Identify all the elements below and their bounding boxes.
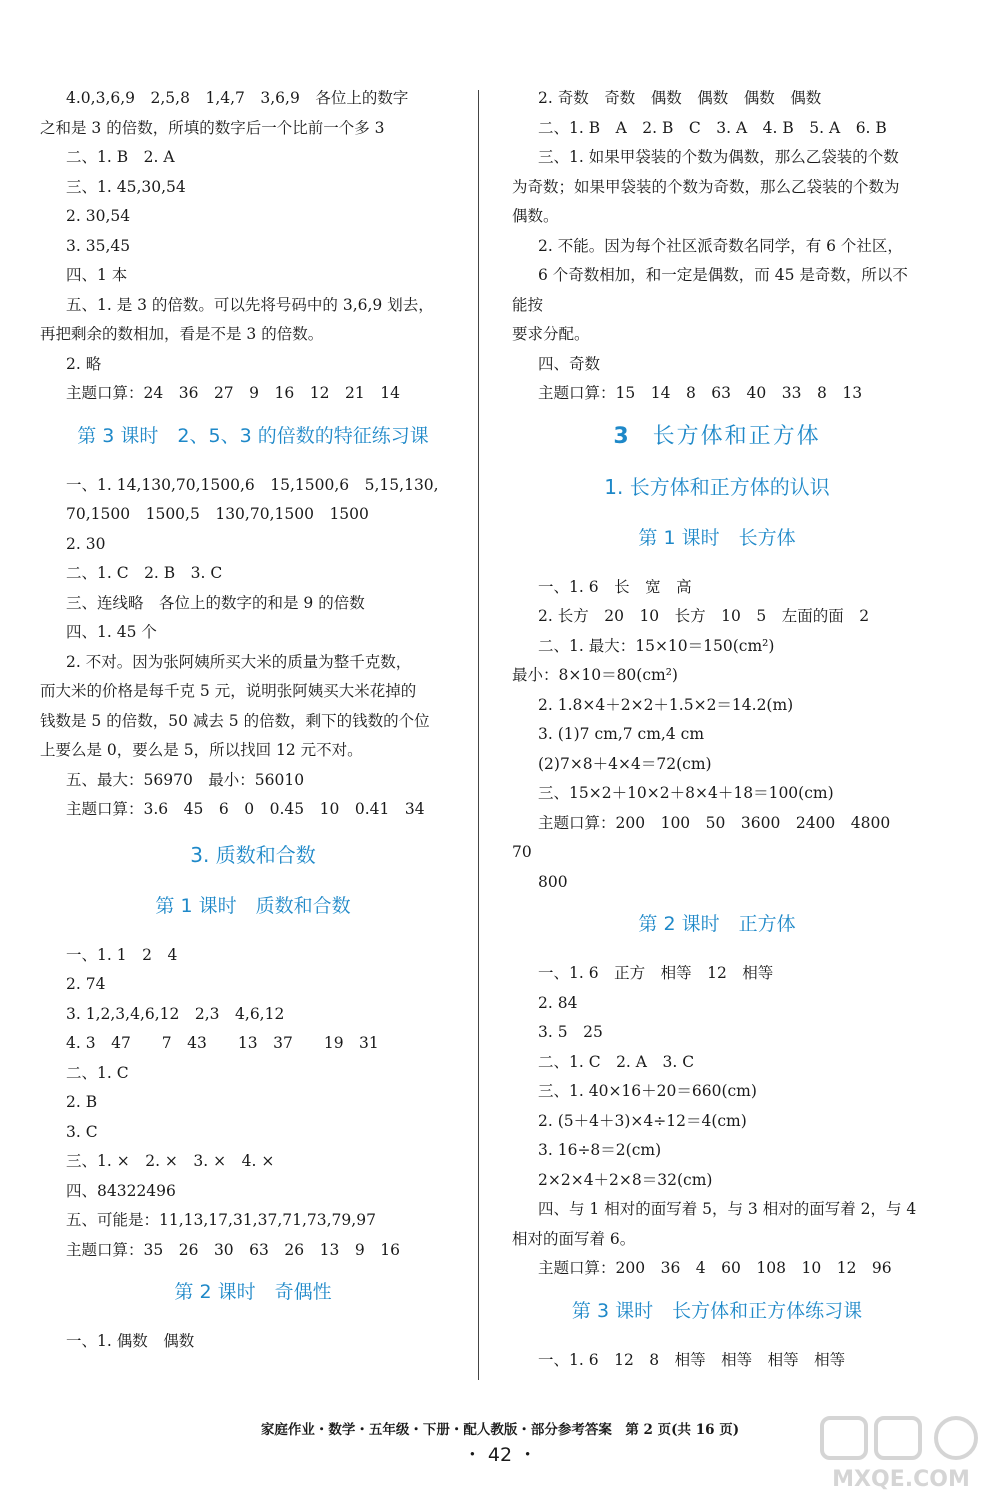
- section-heading: 3. 质数和合数: [190, 842, 316, 867]
- answer-block: [512, 959, 922, 1284]
- answer-line: 三、1. 45,30,54: [66, 177, 186, 196]
- lesson-heading: 第 2 课时 奇偶性: [174, 1281, 332, 1303]
- answer-line: 3. 16÷8＝2(cm): [538, 1141, 662, 1159]
- answer-block: [40, 941, 466, 1266]
- chapter-number: 3: [613, 423, 631, 449]
- answer-line: 3. C: [66, 1122, 98, 1141]
- answer-line: 一、1. 1 2 4: [66, 945, 178, 964]
- left-column: [40, 84, 466, 1357]
- chapter-title: 长方体和正方体: [652, 423, 821, 449]
- chapter-heading: [512, 417, 922, 457]
- answer-line: 2. 74: [66, 975, 106, 993]
- answer-line: 二、1. C 2. A 3. C: [538, 1052, 695, 1071]
- answer-line: 三、15×2＋10×2＋8×4＋18＝100(cm): [538, 784, 834, 802]
- right-column: [512, 84, 922, 1375]
- answer-line: 五、1. 是 3 的倍数。可以先将号码中的 3,6,9 划去，: [66, 295, 434, 314]
- answer-line: 一、1. 6 正方 相等 12 相等: [538, 964, 774, 982]
- lesson-heading: 第 1 课时 质数和合数: [155, 894, 351, 917]
- answer-line: 6 个奇数相加，和一定是偶数，而 45 是奇数，所以不能按: [512, 266, 908, 314]
- answer-line: (2)7×8＋4×4＝72(cm): [538, 754, 712, 773]
- column-divider: [478, 90, 479, 1380]
- answer-line: 主题口算：15 14 8 63 40 33 8 13: [538, 384, 863, 402]
- answer-line: 二、1. C 2. B 3. C: [66, 564, 223, 582]
- answer-line: 4. 3 47 7 43 13 37 19 31: [66, 1034, 379, 1052]
- page-number: ・ 42 ・: [462, 1444, 538, 1466]
- answer-line: 2. 30: [66, 534, 106, 553]
- answer-line: 2. 30,54: [66, 207, 131, 225]
- answer-line: 2. 1.8×4＋2×2＋1.5×2＝14.2(m): [538, 695, 794, 714]
- page-footer: 家庭作业・数学・五年级・下册・配人教版・部分参考答案 第 2 页(共 16 页): [260, 1422, 740, 1438]
- answer-line: 2×2×4＋2×8＝32(cm): [538, 1170, 713, 1189]
- answer-line: 三、1. × 2. × 3. × 4. ×: [66, 1152, 275, 1170]
- answer-line: 2. 长方 20 10 长方 10 5 左面的面 2: [538, 607, 870, 625]
- answer-line: 2. (5＋4＋3)×4÷12＝4(cm): [538, 1111, 747, 1130]
- answer-line: 一、1. 偶数 偶数: [66, 1332, 195, 1350]
- answer-line: 主题口算：200 36 4 60 108 10 12 96: [538, 1259, 892, 1277]
- answer-line: 二、1. C: [66, 1063, 129, 1082]
- answer-line: 3. 35,45: [66, 236, 131, 255]
- answer-line: 钱数是 5 的倍数，50 减去 5 的倍数，剩下的钱数的个位: [40, 711, 430, 730]
- answer-line: 2. B: [66, 1093, 98, 1111]
- answer-line: 一、1. 6 12 8 相等 相等 相等 相等: [538, 1350, 846, 1369]
- answer-line: 最小：8×10＝80(cm²): [512, 666, 678, 684]
- answer-line: 4.0,3,6,9 2,5,8 1,4,7 3,6,9 各位上的数字: [66, 89, 409, 107]
- answer-line: 800: [538, 872, 568, 891]
- answer-line: 3. 1,2,3,4,6,12 2,3 4,6,12: [66, 1004, 285, 1023]
- lesson-heading: 第 1 课时 长方体: [638, 526, 796, 549]
- answer-block: [512, 84, 922, 409]
- lesson-heading: 第 3 课时 2、5、3 的倍数的特征练习课: [77, 424, 429, 447]
- answer-line: 2. 略: [66, 354, 102, 373]
- answer-line: 四、1. 45 个: [66, 623, 157, 641]
- answer-line: 2. 不对。因为张阿姨所买大米的质量为整千克数，: [66, 652, 412, 671]
- answer-line: 2. 奇数 奇数 偶数 偶数 偶数 偶数: [538, 89, 822, 107]
- watermark-text: MXQE.COM: [832, 1467, 970, 1492]
- answer-line: 二、1. B 2. A: [66, 148, 175, 166]
- answer-line: 2. 84: [538, 993, 578, 1012]
- answer-line: 2. 不能。因为每个社区派奇数名同学，有 6 个社区，: [538, 236, 903, 255]
- answer-line: 主题口算：200 100 50 3600 2400 4800 70: [512, 813, 906, 861]
- answer-line: 偶数。: [512, 207, 559, 225]
- answer-line: 再把剩余的数相加，看是不是 3 的倍数。: [40, 325, 324, 343]
- answer-line: 三、1. 如果甲袋装的个数为偶数，那么乙袋装的个数: [538, 148, 899, 166]
- answer-line: 三、1. 40×16＋20＝660(cm): [538, 1082, 757, 1100]
- answer-line: 上要么是 0，要么是 5，所以找回 12 元不对。: [40, 741, 363, 759]
- answer-block: [512, 1346, 922, 1376]
- answer-line: 主题口算：35 26 30 63 26 13 9 16: [66, 1240, 400, 1259]
- answer-line: 四、奇数: [538, 354, 601, 373]
- answer-line: 一、1. 6 长 宽 高: [538, 577, 692, 596]
- answer-line: 主题口算：3.6 45 6 0 0.45 10 0.41 34: [66, 800, 425, 818]
- answer-line: 一、1. 14,130,70,1500,6 15,1500,6 5,15,130,: [66, 475, 439, 494]
- answer-line: 70,1500 1500,5 130,70,1500 1500: [66, 505, 369, 523]
- answer-line: 之和是 3 的倍数，所填的数字后一个比前一个多 3: [40, 118, 385, 137]
- answer-line: 三、连线略 各位上的数字的和是 9 的倍数: [66, 593, 365, 612]
- answer-line: 要求分配。: [512, 325, 590, 343]
- lesson-heading: 第 2 课时 正方体: [638, 913, 796, 935]
- answer-line: 五、最大：56970 最小：56010: [66, 770, 305, 789]
- answer-line: 二、1. 最大：15×10＝150(cm²): [538, 636, 775, 655]
- answer-block: [40, 84, 466, 409]
- answer-line: 二、1. B A 2. B C 3. A 4. B 5. A 6. B: [538, 118, 887, 137]
- answer-line: 四、1 本: [66, 266, 128, 284]
- answer-line: 四、84322496: [66, 1181, 176, 1200]
- answer-line: 而大米的价格是每千克 5 元，说明张阿姨买大米花掉的: [40, 682, 417, 700]
- answer-block: [40, 1327, 466, 1357]
- lesson-heading: 第 3 课时 长方体和正方体练习课: [571, 1299, 863, 1322]
- answer-line: 四、与 1 相对的面写着 5，与 3 相对的面写着 2，与 4: [538, 1200, 917, 1218]
- answer-line: 3. (1)7 cm,7 cm,4 cm: [538, 725, 705, 743]
- answer-block: [40, 471, 466, 825]
- answer-line: 为奇数；如果甲袋装的个数为奇数，那么乙袋装的个数为: [512, 177, 900, 196]
- watermark-logo: [816, 1414, 986, 1494]
- answer-line: 主题口算：24 36 27 9 16 12 21 14: [66, 384, 400, 402]
- answer-line: 3. 5 25: [538, 1023, 603, 1041]
- answer-line: 相对的面写着 6。: [512, 1229, 636, 1248]
- answer-line: 五、可能是：11,13,17,31,37,71,73,79,97: [66, 1211, 376, 1229]
- section-heading: 1. 长方体和正方体的认识: [604, 474, 830, 499]
- answer-block: [512, 573, 922, 898]
